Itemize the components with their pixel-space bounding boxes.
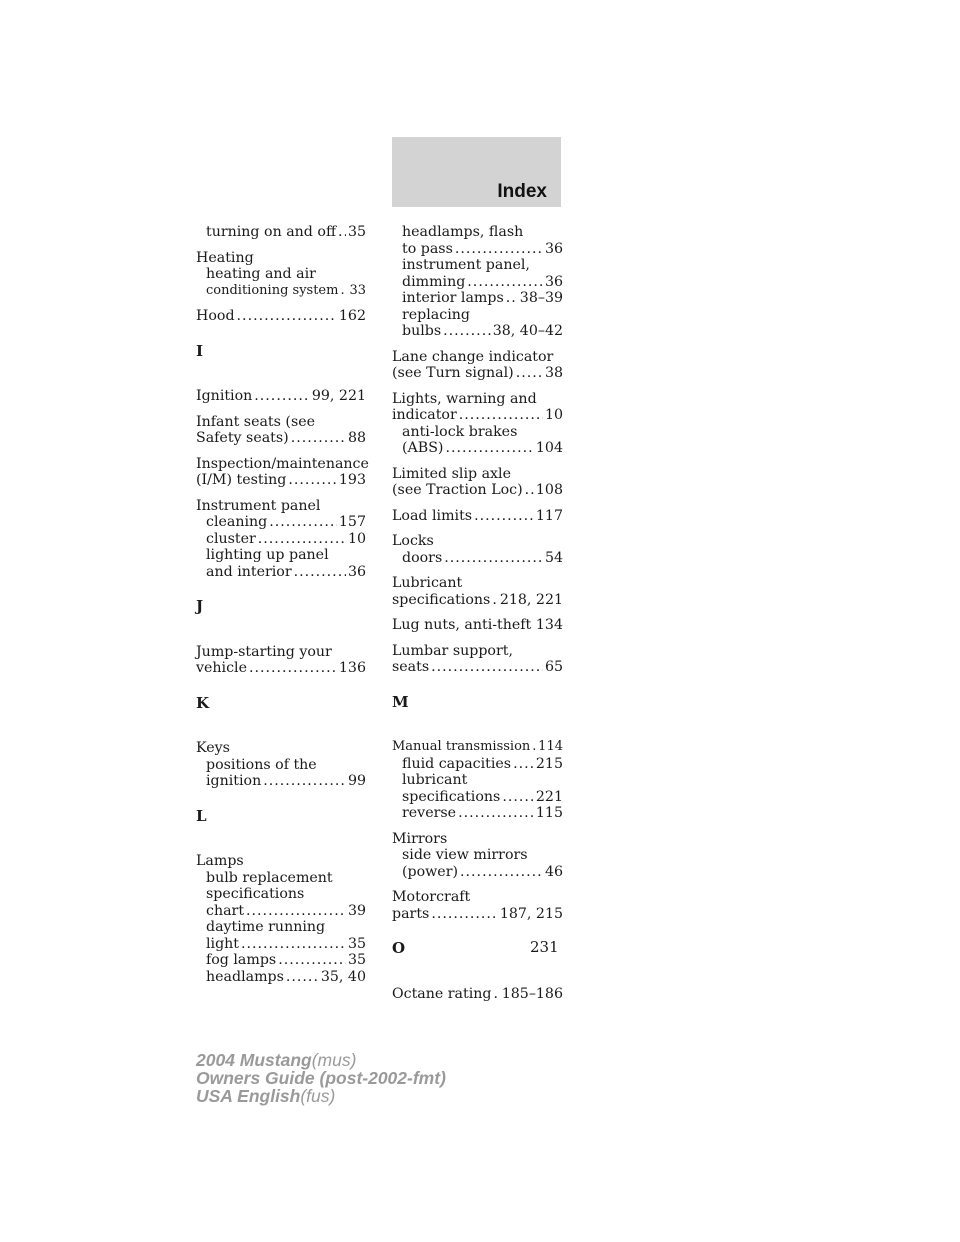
entry-text: Mirrors bbox=[392, 830, 448, 847]
entry-text: side view mirrors bbox=[402, 847, 528, 863]
entry-text: chart bbox=[206, 902, 245, 919]
entry-text: (power) bbox=[402, 863, 459, 880]
section-letter: I bbox=[196, 341, 204, 360]
entry-text: Inspection/maintenance bbox=[196, 455, 369, 472]
entry-text: light bbox=[206, 935, 239, 952]
index-entry bbox=[392, 391, 563, 457]
entry-text: Instrument panel bbox=[196, 497, 321, 514]
entry-text: Infant seats (see bbox=[196, 413, 316, 430]
page-ref: 65 bbox=[544, 659, 563, 675]
page-ref: 36 bbox=[544, 240, 563, 257]
page-title: Index bbox=[497, 181, 547, 202]
page-ref: 134 bbox=[535, 617, 563, 633]
index-entry bbox=[392, 508, 563, 525]
page-ref: 157 bbox=[338, 514, 366, 530]
page-ref: 215 bbox=[535, 755, 563, 772]
page-ref: 99, 221 bbox=[311, 388, 366, 404]
section-letter: L bbox=[196, 806, 207, 825]
index-entry bbox=[392, 349, 563, 382]
index-entry bbox=[392, 643, 563, 676]
entry-text: Octane rating bbox=[392, 985, 492, 1002]
section-letter: J bbox=[196, 597, 204, 615]
index-entry bbox=[392, 986, 563, 1003]
footer-model-code: (mus) bbox=[311, 1050, 357, 1070]
index-entry bbox=[196, 644, 366, 677]
page-ref: 115 bbox=[535, 805, 563, 821]
page-ref: 187, 215 bbox=[499, 905, 563, 922]
page-ref: 218, 221 bbox=[499, 591, 563, 608]
page-ref: 38 bbox=[544, 365, 563, 381]
entry-text: heating and air bbox=[206, 266, 316, 282]
page-ref: 39 bbox=[347, 902, 366, 919]
index-entry bbox=[392, 466, 563, 499]
entry-text: Lamps bbox=[196, 853, 244, 869]
page-ref: 104 bbox=[535, 440, 563, 456]
entry-text: (I/M) testing bbox=[196, 472, 287, 488]
page-ref: 108 bbox=[535, 482, 563, 498]
page-ref: 46 bbox=[544, 863, 563, 880]
entry-text: Load limits bbox=[392, 507, 473, 524]
entry-text: positions of the bbox=[206, 756, 317, 773]
entry-text: interior lamps bbox=[402, 290, 504, 306]
entry-text: (see Turn signal) bbox=[392, 365, 514, 381]
entry-text: vehicle bbox=[196, 660, 247, 676]
entry-text: dimming bbox=[402, 273, 466, 290]
entry-text: specifications bbox=[206, 886, 305, 902]
entry-text: daytime running bbox=[206, 919, 326, 935]
index-entry bbox=[196, 414, 366, 447]
entry-text: conditioning system bbox=[206, 282, 339, 298]
page-ref: 162 bbox=[338, 308, 366, 324]
entry-text: (see Traction Loc) bbox=[392, 482, 523, 498]
page-ref: 33 bbox=[349, 282, 366, 298]
footer-guide: Owners Guide (post-2002-fmt) bbox=[196, 1068, 446, 1088]
page-ref: 38, 40–42 bbox=[492, 323, 563, 339]
entry-text: instrument panel, bbox=[402, 257, 530, 273]
page-ref: 54 bbox=[544, 549, 563, 566]
entry-text: cleaning bbox=[206, 514, 268, 530]
entry-text: Safety seats) bbox=[196, 430, 289, 446]
entry-text: to pass bbox=[402, 240, 453, 257]
entry-text: parts bbox=[392, 905, 430, 922]
entry-text: fog lamps bbox=[206, 952, 277, 968]
entry-text: Jump-starting your bbox=[196, 643, 332, 660]
entry-text: Motorcraft bbox=[392, 889, 471, 905]
entry-text: Lights, warning and bbox=[392, 390, 537, 407]
footer-language: USA English bbox=[196, 1086, 301, 1106]
index-entry bbox=[196, 853, 366, 985]
entry-text: Lubricant bbox=[392, 575, 463, 591]
page-ref: 99 bbox=[347, 773, 366, 789]
index-header bbox=[392, 137, 561, 207]
page-ref: 193 bbox=[338, 472, 366, 488]
entry-text: headlamps, flash bbox=[402, 224, 524, 240]
entry-text: lighting up panel bbox=[206, 547, 329, 563]
entry-text: headlamps bbox=[206, 968, 284, 985]
entry-text: Manual transmission bbox=[392, 739, 531, 754]
entry-text: ignition bbox=[206, 773, 262, 789]
page-ref: 185–186 bbox=[501, 985, 563, 1002]
page-ref: 10 bbox=[347, 530, 366, 547]
footer-language-code: (fus) bbox=[300, 1086, 336, 1106]
index-entry bbox=[392, 617, 563, 634]
index-entry bbox=[196, 224, 366, 241]
page-ref: 38–39 bbox=[519, 290, 563, 306]
entry-text: Ignition bbox=[196, 388, 253, 404]
index-entry bbox=[392, 575, 563, 608]
page-ref: 10 bbox=[544, 407, 563, 423]
entry-text: specifications bbox=[402, 788, 501, 805]
entry-text: (ABS) bbox=[402, 440, 444, 456]
index-entry bbox=[196, 388, 366, 405]
entry-text: seats bbox=[392, 659, 430, 675]
page-ref: 36 bbox=[544, 273, 563, 290]
page-ref: 35 bbox=[347, 224, 366, 240]
page-ref: 35 bbox=[347, 952, 366, 968]
index-entry bbox=[196, 740, 366, 790]
page-ref: 88 bbox=[347, 430, 366, 446]
index-entry bbox=[392, 739, 563, 822]
index-column-right bbox=[392, 224, 563, 1011]
index-entry bbox=[392, 224, 563, 340]
document-footer bbox=[196, 1051, 446, 1105]
entry-text: Lumbar support, bbox=[392, 642, 513, 659]
index-entry bbox=[196, 308, 366, 325]
entry-text: fluid capacities bbox=[402, 755, 512, 772]
entry-text: reverse bbox=[402, 805, 457, 821]
page-ref: 221 bbox=[535, 788, 563, 805]
page-number: 231 bbox=[530, 938, 559, 956]
page-ref: 35 bbox=[347, 935, 366, 952]
entry-text: bulb replacement bbox=[206, 869, 333, 886]
section-letter: K bbox=[196, 693, 210, 712]
index-entry bbox=[392, 889, 563, 922]
entry-text: lubricant bbox=[402, 772, 468, 788]
entry-text: Hood bbox=[196, 308, 235, 324]
page-ref: 35, 40 bbox=[320, 968, 366, 985]
index-entry bbox=[392, 533, 563, 566]
index-entry bbox=[196, 250, 366, 300]
entry-text: anti-lock brakes bbox=[402, 423, 518, 440]
index-entry bbox=[196, 498, 366, 581]
index-entry bbox=[392, 831, 563, 881]
entry-text: specifications bbox=[392, 591, 491, 608]
section-letter: O bbox=[392, 939, 406, 957]
entry-text: indicator bbox=[392, 407, 457, 423]
entry-text: turning on and off bbox=[206, 224, 337, 240]
entry-text: Lane change indicator bbox=[392, 348, 554, 365]
index-entry bbox=[196, 455, 369, 489]
entry-text: bulbs bbox=[402, 323, 442, 339]
index-column-left bbox=[196, 224, 369, 994]
entry-text: cluster bbox=[206, 530, 256, 547]
entry-text: Limited slip axle bbox=[392, 465, 511, 482]
section-letter: M bbox=[392, 692, 409, 711]
entry-text: replacing bbox=[402, 306, 470, 323]
page-ref: 114 bbox=[538, 739, 563, 754]
page-ref: 117 bbox=[535, 507, 563, 524]
entry-text: doors bbox=[402, 549, 443, 566]
entry-text: Locks bbox=[392, 533, 434, 549]
page-ref: 36 bbox=[347, 563, 366, 580]
entry-text: Lug nuts, anti-theft bbox=[392, 617, 532, 633]
entry-text: Keys bbox=[196, 740, 230, 756]
page-ref: 136 bbox=[338, 660, 366, 676]
entry-text: and interior bbox=[206, 563, 292, 580]
footer-model: 2004 Mustang bbox=[196, 1050, 312, 1070]
entry-text: Heating bbox=[196, 249, 254, 266]
